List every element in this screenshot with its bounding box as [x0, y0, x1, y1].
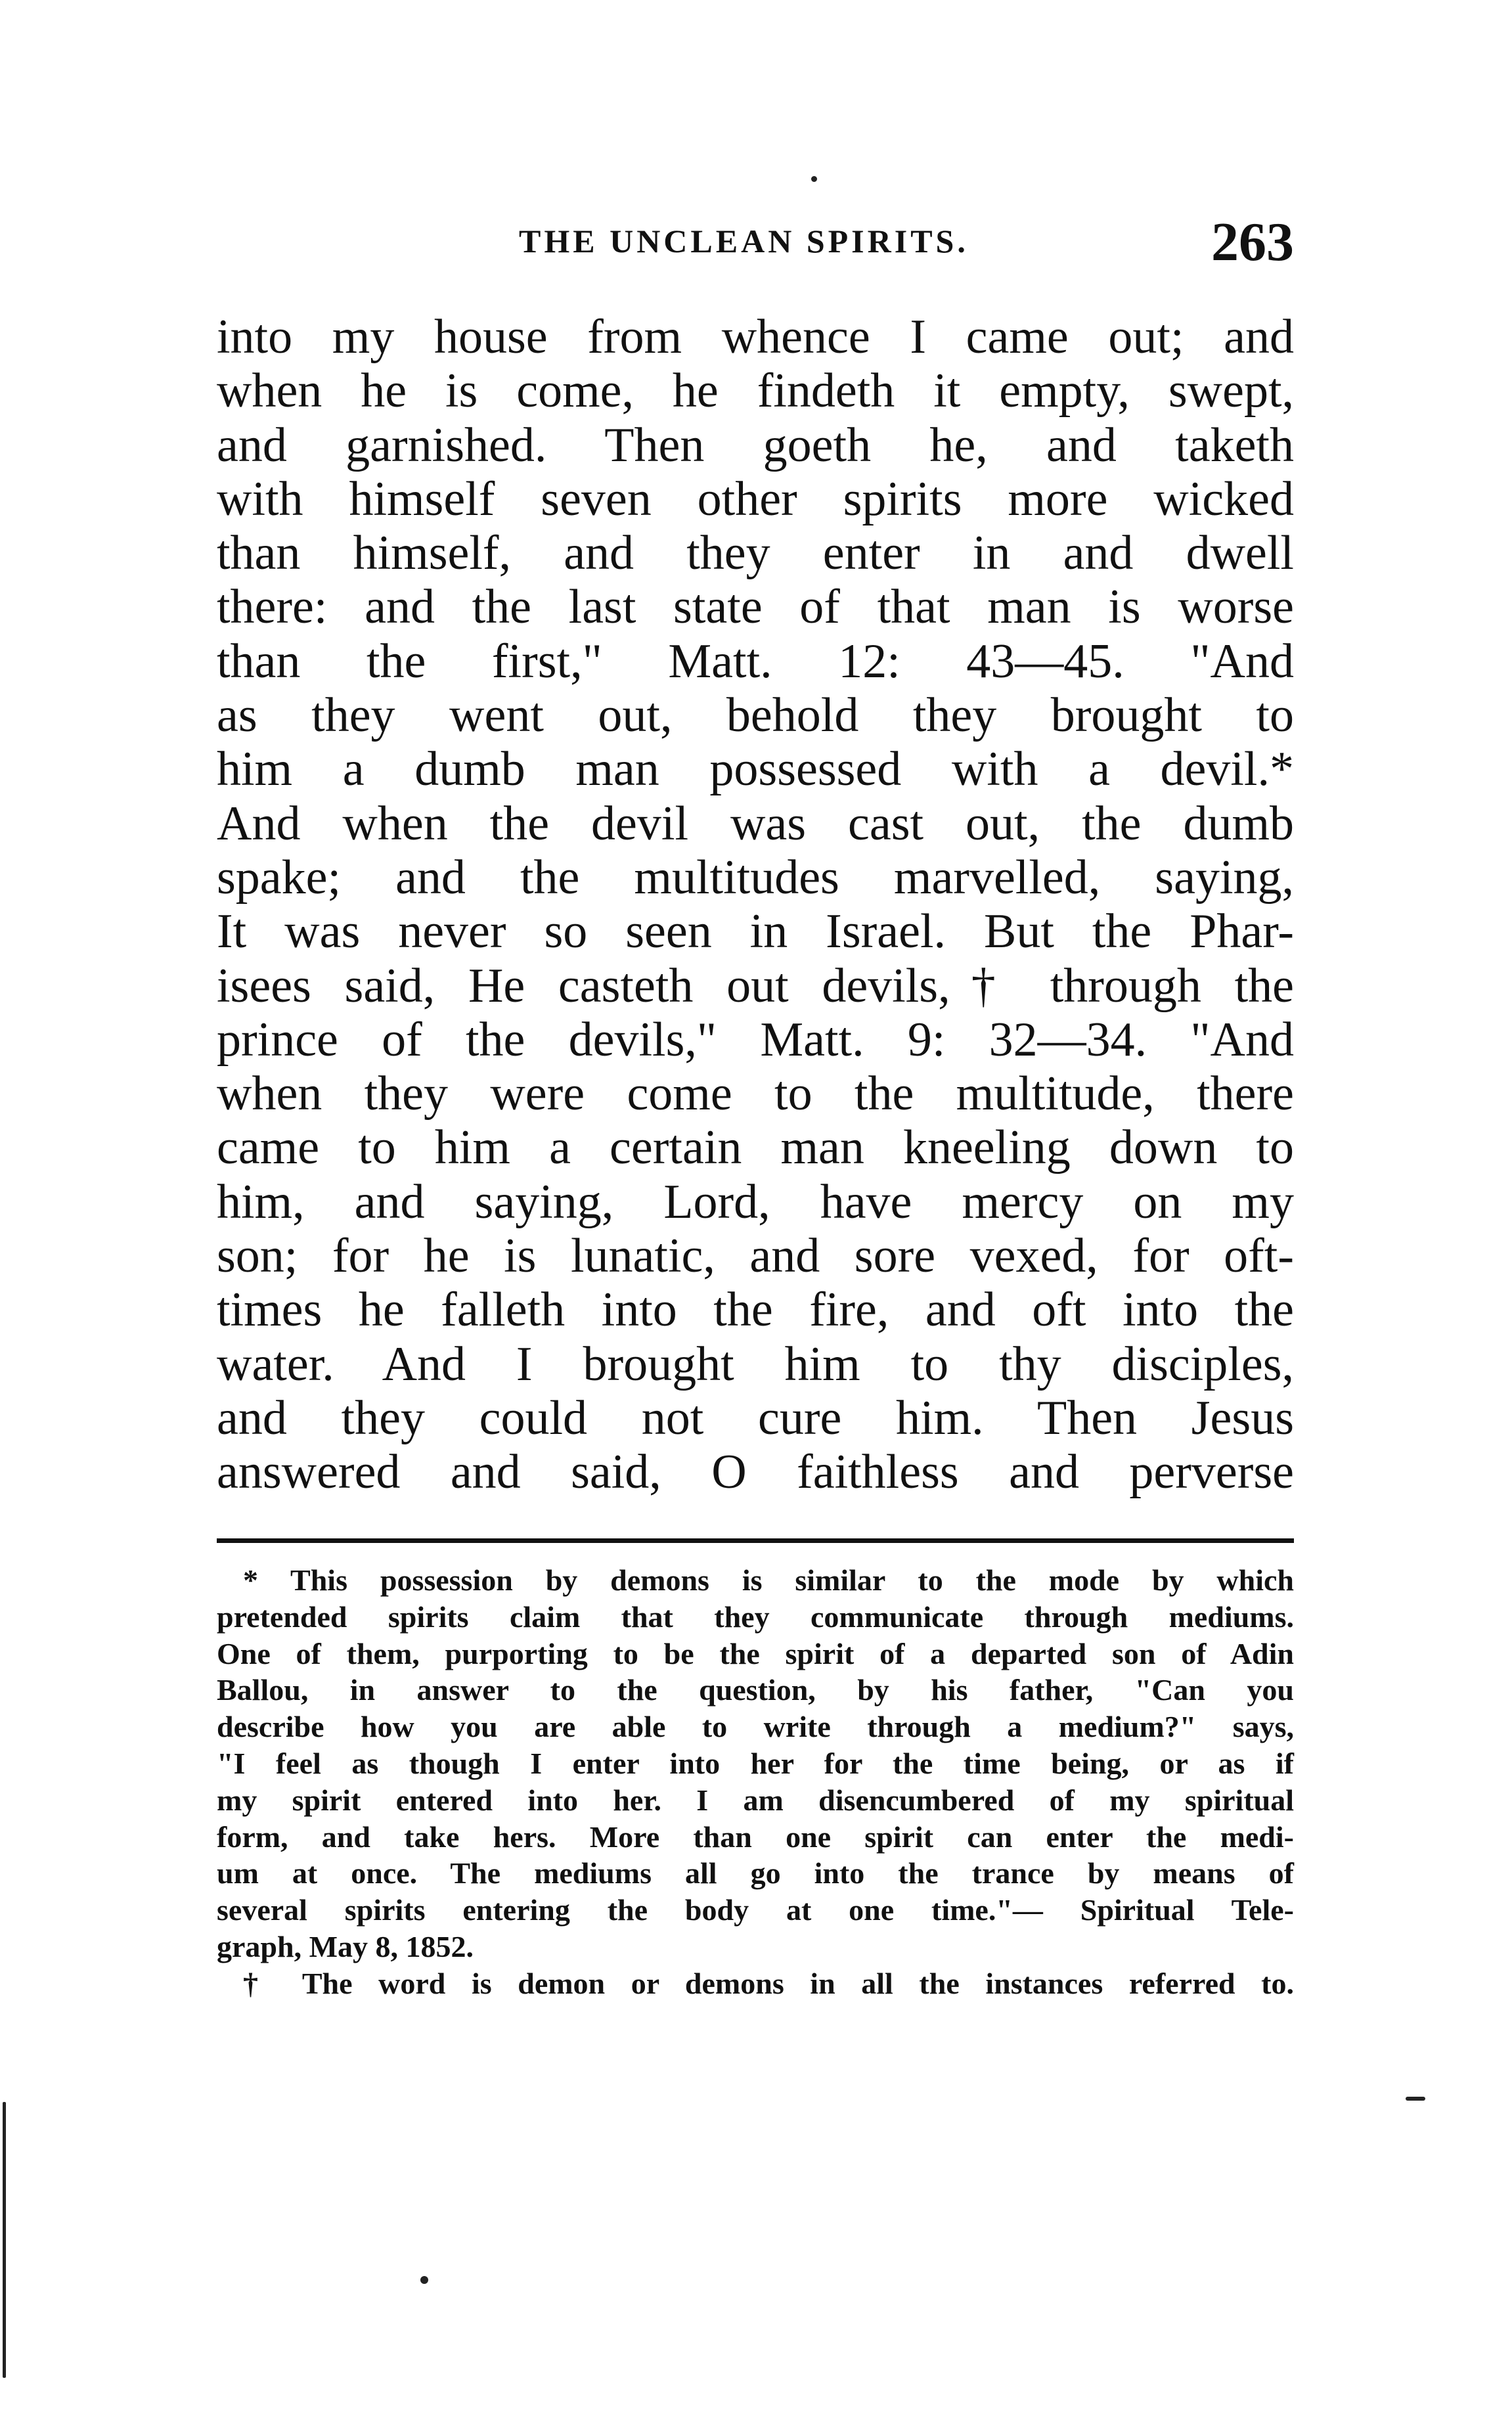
footnote-line: * This possession by demons is similar to the mode by which: [243, 1563, 1294, 1597]
body-line: answered and said, O faithless and perverse: [217, 1445, 1294, 1500]
body-line: water. And I brought him to thy disciples,: [217, 1337, 1294, 1391]
scan-speck: [420, 2276, 428, 2284]
footnote-line: um at once. The mediums all go into the trance by means of: [217, 1856, 1294, 1890]
body-line: when they were come to the multitude, there: [217, 1067, 1294, 1121]
footnote-line: my spirit entered into her. I am disencumbered of my spiritual: [217, 1783, 1294, 1817]
body-line: times he falleth into the fire, and oft into the: [217, 1283, 1294, 1337]
body-line: as they went out, behold they brought to: [217, 688, 1294, 743]
body-line: him, and saying, Lord, have mercy on my: [217, 1174, 1294, 1229]
body-line: It was never so seen in Israel. But the Phar-: [217, 904, 1294, 959]
footnote-line: pretended spirits claim that they communicate through mediums.: [217, 1599, 1294, 1634]
body-line: came to him a certain man kneeling down to: [217, 1121, 1294, 1175]
footnotes: [217, 1562, 1294, 2002]
body-line: than the first," Matt. 12: 43—45. "And: [217, 634, 1294, 688]
body-line: him a dumb man possessed with a devil.*: [217, 742, 1294, 797]
body-line: son; for he is lunatic, and sore vexed, for oft-: [217, 1229, 1294, 1284]
scan-speck: [3, 2102, 6, 2378]
footnote-line: Ballou, in answer to the question, by his father, "Can you: [217, 1673, 1294, 1707]
body-line: and garnished. Then goeth he, and taketh: [217, 418, 1294, 472]
running-header: [217, 210, 1294, 273]
footnote-line: describe how you are able to write through a medium?" says,: [217, 1710, 1294, 1744]
footnote-line: several spirits entering the body at one time."— Spiritual Tele-: [217, 1893, 1294, 1927]
page-number: 263: [1211, 212, 1294, 273]
body-line: prince of the devils," Matt. 9: 32—34. "And: [217, 1012, 1294, 1067]
body-text: [217, 310, 1294, 1500]
footnote-line: "I feel as though I enter into her for the time being, or as if: [217, 1746, 1294, 1780]
scan-speck: [811, 176, 817, 182]
footnote-divider: [217, 1538, 1294, 1543]
body-line: isees said, He casteth out devils,† through the: [217, 958, 1294, 1013]
footnote-line: † The word is demon or demons in all the instances referred to.: [243, 1966, 1294, 2000]
body-line: with himself seven other spirits more wicked: [217, 472, 1294, 526]
scan-speck: [1406, 2097, 1425, 2101]
body-line: than himself, and they enter in and dwell: [217, 526, 1294, 581]
body-line: and they could not cure him. Then Jesus: [217, 1391, 1294, 1445]
footnote-line: One of them, purporting to be the spirit of a departed son of Adin: [217, 1636, 1294, 1670]
footnote-line: form, and take hers. More than one spirit can enter the medi-: [217, 1820, 1294, 1854]
body-line: when he is come, he findeth it empty, swept,: [217, 364, 1294, 418]
body-line: spake; and the multitudes marvelled, saying,: [217, 850, 1294, 904]
body-line: into my house from whence I came out; and: [217, 310, 1294, 364]
body-line: And when the devil was cast out, the dumb: [217, 796, 1294, 851]
body-line: there: and the last state of that man is worse: [217, 580, 1294, 635]
footnote-line: graph, May 8, 1852.: [217, 1929, 474, 1963]
running-title: THE UNCLEAN SPIRITS.: [519, 223, 969, 259]
